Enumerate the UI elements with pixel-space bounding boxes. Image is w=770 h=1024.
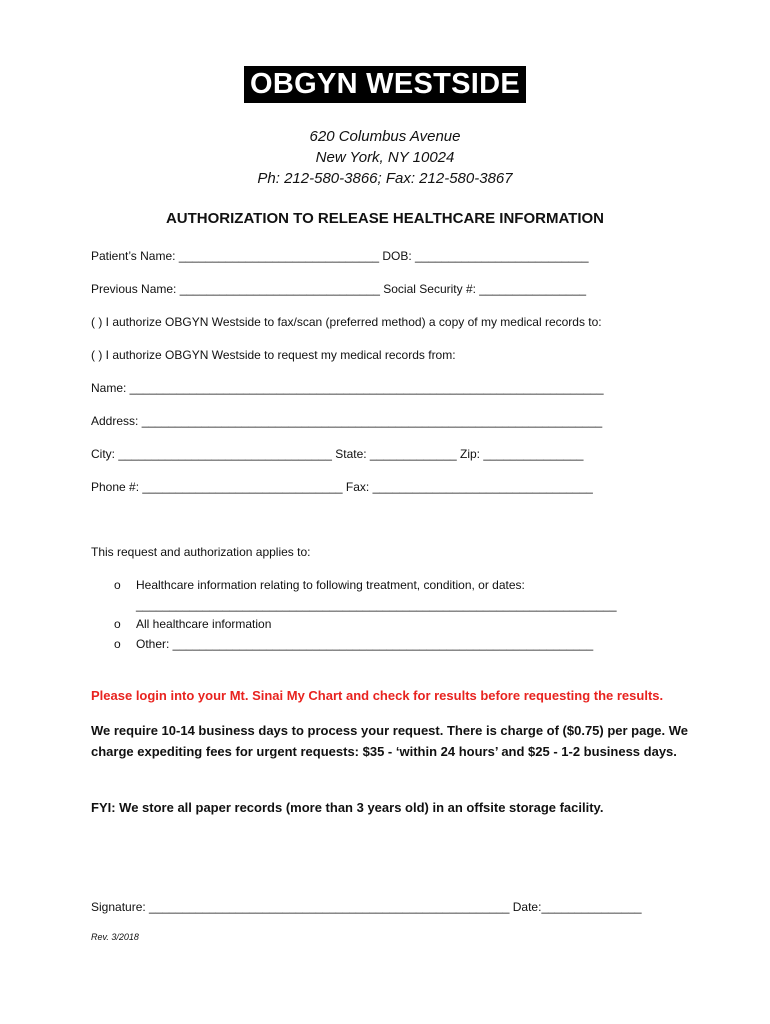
authorize-request-checkbox[interactable]: ( ) I authorize OBGYN Westside to request my medical records from: bbox=[91, 348, 456, 362]
contact-phone-fax: Ph: 212-580-3866; Fax: 212-580-3867 bbox=[257, 170, 513, 187]
bullet-marker: o bbox=[114, 637, 121, 651]
address-street: 620 Columbus Avenue bbox=[309, 128, 461, 145]
option-all-healthcare[interactable]: All healthcare information bbox=[136, 617, 272, 631]
address-city: New York, NY 10024 bbox=[315, 149, 455, 166]
option-specific-treatment[interactable]: Healthcare information relating to following treatment, condition, or dates: bbox=[136, 578, 525, 592]
patient-name-dob-field[interactable]: Patient’s Name: ______________________________ DOB: __________________________ bbox=[91, 249, 589, 263]
practice-address bbox=[0, 126, 770, 189]
bullet-marker: o bbox=[114, 578, 121, 592]
practice-logo: OBGYN WESTSIDE bbox=[244, 66, 526, 103]
revision-label: Rev. 3/2018 bbox=[91, 932, 139, 942]
storage-notice: FYI: We store all paper records (more than 3 years old) in an offsite storage facility. bbox=[91, 800, 604, 815]
applies-intro: This request and authorization applies to: bbox=[91, 545, 311, 559]
recipient-name-field[interactable]: Name: _______________________________________________________________________ bbox=[91, 381, 604, 395]
phone-fax-field[interactable]: Phone #: ______________________________ Fax: _________________________________ bbox=[91, 480, 593, 494]
specific-treatment-blank[interactable]: ________________________________________________________________________ bbox=[136, 598, 617, 612]
previous-name-ssn-field[interactable]: Previous Name: ______________________________ Social Security #: ________________ bbox=[91, 282, 587, 296]
city-state-zip-field[interactable]: City: ________________________________ State: _____________ Zip: _______________ bbox=[91, 447, 584, 461]
recipient-address-field[interactable]: Address: _____________________________________________________________________ bbox=[91, 414, 603, 428]
login-notice: Please login into your Mt. Sinai My Chart and check for results before requesting the results. bbox=[91, 688, 664, 703]
bullet-marker: o bbox=[114, 617, 121, 631]
signature-date-field[interactable]: Signature: ______________________________________________________ Date:_______________ bbox=[91, 900, 642, 914]
logo-container bbox=[0, 66, 770, 103]
form-title: AUTHORIZATION TO RELEASE HEALTHCARE INFORMATION bbox=[165, 210, 605, 227]
processing-notice: We require 10-14 business days to process your request. There is charge of ($0.75) per page. We charge expediting fees for urgent requests: $35 - ‘within 24 hours’ and $25 - 1-2 business days. bbox=[91, 723, 689, 759]
option-other[interactable]: Other: _______________________________________________________________ bbox=[136, 637, 594, 651]
authorize-send-checkbox[interactable]: ( ) I authorize OBGYN Westside to fax/scan (preferred method) a copy of my medical records to: bbox=[91, 315, 602, 329]
